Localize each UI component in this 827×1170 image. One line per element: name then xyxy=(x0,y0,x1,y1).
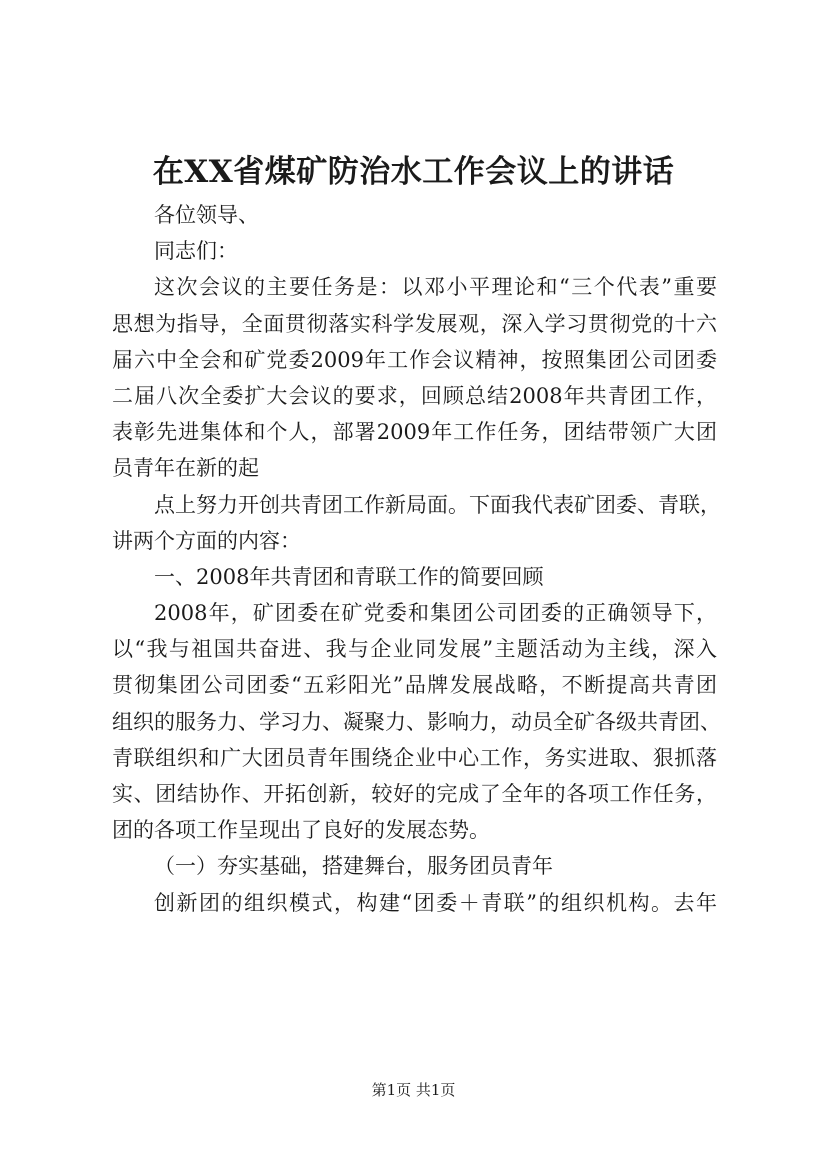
body-line: 各位领导、 xyxy=(154,203,259,227)
body-line: 青联组织和广大团员青年围绕企业中心工作，务实进取、狠抓落 xyxy=(112,745,717,770)
body-line: 2008年，矿团委在矿党委和集团公司团委的正确领导下， xyxy=(154,601,717,626)
body-line: 员青年在新的起 xyxy=(112,456,259,481)
body-line: 创新团的组织模式，构建“团委＋青联”的组织机构。去年 xyxy=(154,890,717,915)
document-title: 在XX省煤矿防治水工作会议上的讲话 xyxy=(152,154,675,190)
document-body xyxy=(112,197,721,921)
body-line: 团的各项工作呈现出了良好的发展态势。 xyxy=(112,818,490,843)
body-line: 同志们： xyxy=(154,239,238,264)
body-line: 思想为指导，全面贯彻落实科学发展观，深入学习贯彻党的十六 xyxy=(112,311,717,336)
page-footer: 第1页 共1页 xyxy=(371,1081,456,1099)
body-line: 点上努力开创共青团工作新局面。下面我代表矿团委、青联， xyxy=(154,492,721,517)
body-line: （一）夯实基础，搭建舞台，服务团员青年 xyxy=(154,854,553,879)
body-line: 讲两个方面的内容： xyxy=(112,528,301,553)
body-line: 组织的服务力、学习力、凝聚力、影响力，动员全矿各级共青团、 xyxy=(112,709,721,734)
body-line: 贯彻集团公司团委“五彩阳光”品牌发展战略，不断提高共青团 xyxy=(112,673,717,698)
body-line: 以“我与祖国共奋进、我与企业同发展”主题活动为主线，深入 xyxy=(112,637,717,662)
body-line: 一、2008年共青团和青联工作的简要回顾 xyxy=(154,564,544,589)
body-line: 表彰先进集体和个人，部署2009年工作任务，团结带领广大团 xyxy=(112,420,717,445)
body-line: 这次会议的主要任务是：以邓小平理论和“三个代表”重要 xyxy=(154,275,717,300)
body-line: 二届八次全委扩大会议的要求，回顾总结2008年共青团工作， xyxy=(112,383,717,408)
body-line: 届六中全会和矿党委2009年工作会议精神，按照集团公司团委 xyxy=(112,347,717,372)
body-line: 实、团结协作、开拓创新，较好的完成了全年的各项工作任务， xyxy=(112,782,717,806)
